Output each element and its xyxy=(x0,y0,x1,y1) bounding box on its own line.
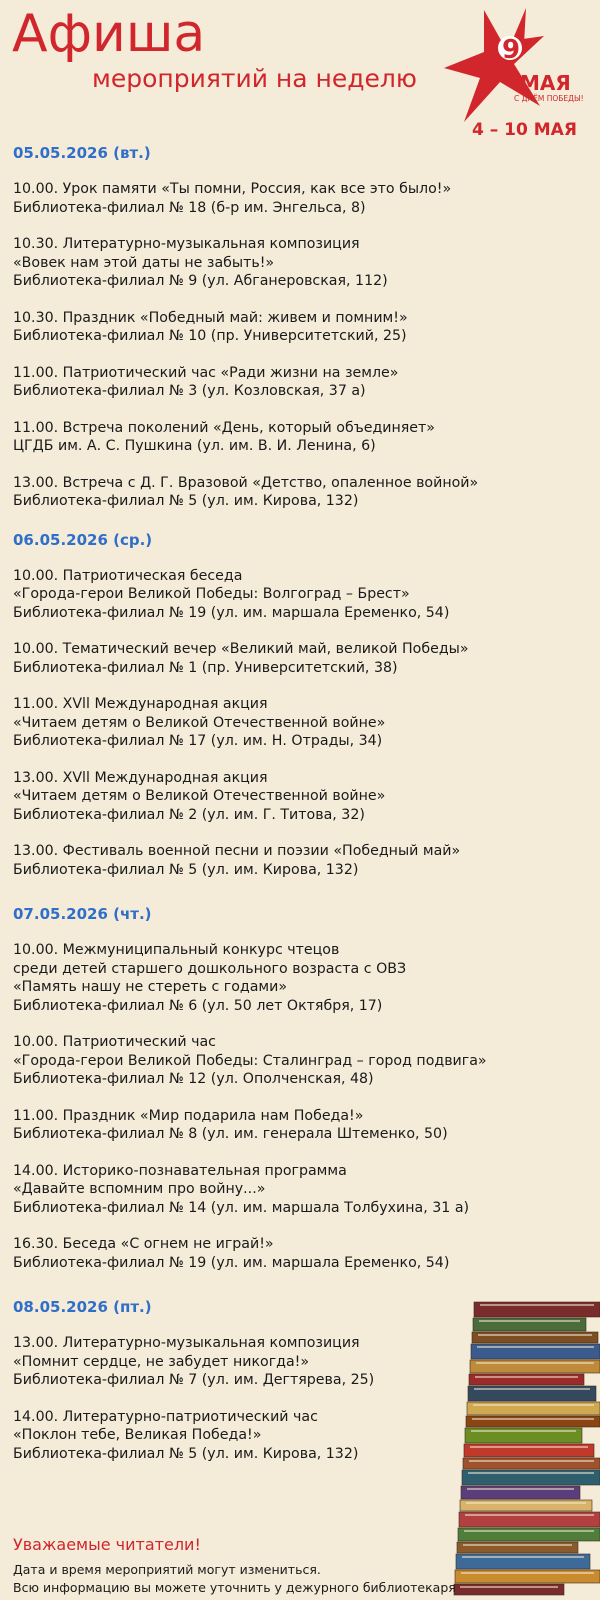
date-range: 4 – 10 МАЯ xyxy=(472,120,577,140)
event-item xyxy=(13,235,588,291)
event-location: Библиотека-филиал № 14 (ул. им. маршала Толбухина, 31 а) xyxy=(13,1199,470,1216)
event-item xyxy=(13,1107,588,1144)
notice-title: Уважаемые читатели! xyxy=(13,1535,201,1554)
emblem-number: 9 xyxy=(502,35,521,65)
day-date: 05.05.2026 (вт.) xyxy=(13,144,151,162)
event-location: Библиотека-филиал № 5 (ул. им. Кирова, 132) xyxy=(13,861,359,878)
event-item xyxy=(13,640,588,677)
poster-title: Афиша xyxy=(12,4,206,64)
event-description: среди детей старшего дошкольного возраста с ОВЗ xyxy=(13,960,407,977)
event-description: «Читаем детям о Великой Отечественной войне» xyxy=(13,714,386,731)
event-description: «Память нашу не стереть с годами» xyxy=(13,979,288,995)
event-item xyxy=(13,419,588,456)
event-description: «Города-герои Великой Победы: Волгоград – Брест» xyxy=(13,586,410,602)
event-location: Библиотека-филиал № 8 (ул. им. генерала Штеменко, 50) xyxy=(13,1126,448,1142)
event-description: 10.00. Межмуниципальный конкурс чтецов xyxy=(13,942,340,958)
event-item xyxy=(13,1033,588,1089)
event-item xyxy=(13,180,588,217)
event-description: 11.00. Праздник «Мир подарила нам Победа!» xyxy=(13,1107,364,1124)
event-description: 10.30. Литературно-музыкальная композиция xyxy=(13,236,360,252)
poster-subtitle: мероприятий на неделю xyxy=(92,64,417,93)
event-location: Библиотека-филиал № 1 (пр. Университетский, 38) xyxy=(13,659,398,676)
victory-day-emblem-icon xyxy=(444,6,594,126)
event-location: Библиотека-филиал № 2 (ул. им. Г. Титова, 32) xyxy=(13,806,365,823)
event-location: Библиотека-филиал № 10 (пр. Университетский, 25) xyxy=(13,328,407,344)
event-description: 10.00. Патриотический час xyxy=(13,1034,216,1050)
event-location: Библиотека-филиал № 7 (ул. им. Дегтярева, 25) xyxy=(13,1372,375,1388)
event-location: Библиотека-филиал № 5 (ул. им. Кирова, 132) xyxy=(13,493,359,509)
event-description: 11.00. XVll Международная акция xyxy=(13,696,268,712)
event-description: «Вовек нам этой даты не забыть!» xyxy=(13,254,275,271)
event-location: Библиотека-филиал № 18 (б-р им. Энгельса, 8) xyxy=(13,199,366,216)
event-description: 13.00. Встреча с Д. Г. Вразовой «Детство, опаленное войной» xyxy=(13,474,479,491)
event-description: «Давайте вспомним про войну...» xyxy=(13,1181,266,1197)
event-description: «Читаем детям о Великой Отечественной войне» xyxy=(13,788,386,804)
event-item xyxy=(13,567,588,623)
day-section xyxy=(13,529,588,880)
day-date: 06.05.2026 (ср.) xyxy=(13,530,153,549)
event-location: ЦГДБ им. А. С. Пушкина (ул. им. В. И. Ленина, 6) xyxy=(13,438,376,454)
event-description: 13.00. Фестиваль военной песни и поэзии «Победный май» xyxy=(13,843,461,859)
event-location: Библиотека-филиал № 6 (ул. 50 лет Октября, 17) xyxy=(13,997,383,1014)
event-description: «Помнит сердце, не забудет никогда!» xyxy=(13,1353,310,1370)
event-description: 10.00. Патриотическая беседа xyxy=(13,567,243,584)
event-description: 14.00. Историко-познавательная программа xyxy=(13,1162,347,1179)
event-item xyxy=(13,1162,588,1218)
notice-line-2: Всю информацию вы можете уточнить у дежурного библиотекаря xyxy=(13,1580,456,1595)
day-section xyxy=(13,142,588,511)
event-description: «Поклон тебе, Великая Победа!» xyxy=(13,1427,262,1443)
event-location: Библиотека-филиал № 5 (ул. им. Кирова, 132) xyxy=(13,1445,359,1462)
day-section xyxy=(13,903,588,1272)
notice-line-1: Дата и время мероприятий могут измениться. xyxy=(13,1562,321,1577)
event-description: 10.00. Тематический вечер «Великий май, великой Победы» xyxy=(13,641,469,657)
event-description: 14.00. Литературно-патриотический час xyxy=(13,1408,318,1425)
schedule xyxy=(13,142,588,1481)
event-item xyxy=(13,1235,588,1272)
event-description: 16.30. Беседа «С огнем не играй!» xyxy=(13,1236,274,1252)
event-location: Библиотека-филиал № 19 (ул. им. маршала Еременко, 54) xyxy=(13,1254,450,1271)
book-stack-icon xyxy=(424,1300,600,1600)
event-description: 13.00. Литературно-музыкальная композиция xyxy=(13,1335,360,1351)
event-item xyxy=(13,364,588,401)
event-location: Библиотека-филиал № 19 (ул. им. маршала Еременко, 54) xyxy=(13,604,450,621)
event-item xyxy=(13,474,588,511)
event-item xyxy=(13,842,588,879)
event-location: Библиотека-филиал № 3 (ул. Козловская, 37 а) xyxy=(13,383,366,399)
event-location: Библиотека-филиал № 17 (ул. им. Н. Отрады, 34) xyxy=(13,733,383,749)
event-item xyxy=(13,769,588,825)
event-description: 11.00. Встреча поколений «День, который объединяет» xyxy=(13,419,435,436)
event-description: 13.00. XVll Международная акция xyxy=(13,769,268,786)
day-date: 07.05.2026 (чт.) xyxy=(13,905,152,923)
event-item xyxy=(13,695,588,751)
day-date: 08.05.2026 (пт.) xyxy=(13,1298,152,1316)
event-description: 10.30. Праздник «Победный май: живем и помним!» xyxy=(13,309,408,326)
event-description: 11.00. Патриотический час «Ради жизни на земле» xyxy=(13,364,399,381)
event-location: Библиотека-филиал № 12 (ул. Ополченская, 48) xyxy=(13,1071,374,1087)
event-description: «Города-герои Великой Победы: Сталинград – город подвига» xyxy=(13,1052,487,1069)
emblem-caption: С ДНЁМ ПОБЕДЫ! xyxy=(514,94,584,103)
event-location: Библиотека-филиал № 9 (ул. Абганеровская, 112) xyxy=(13,273,388,289)
emblem-word: МАЯ xyxy=(520,71,571,95)
event-item xyxy=(13,941,588,1015)
event-description: 10.00. Урок памяти «Ты помни, Россия, как все это было!» xyxy=(13,181,452,197)
event-item xyxy=(13,309,588,346)
